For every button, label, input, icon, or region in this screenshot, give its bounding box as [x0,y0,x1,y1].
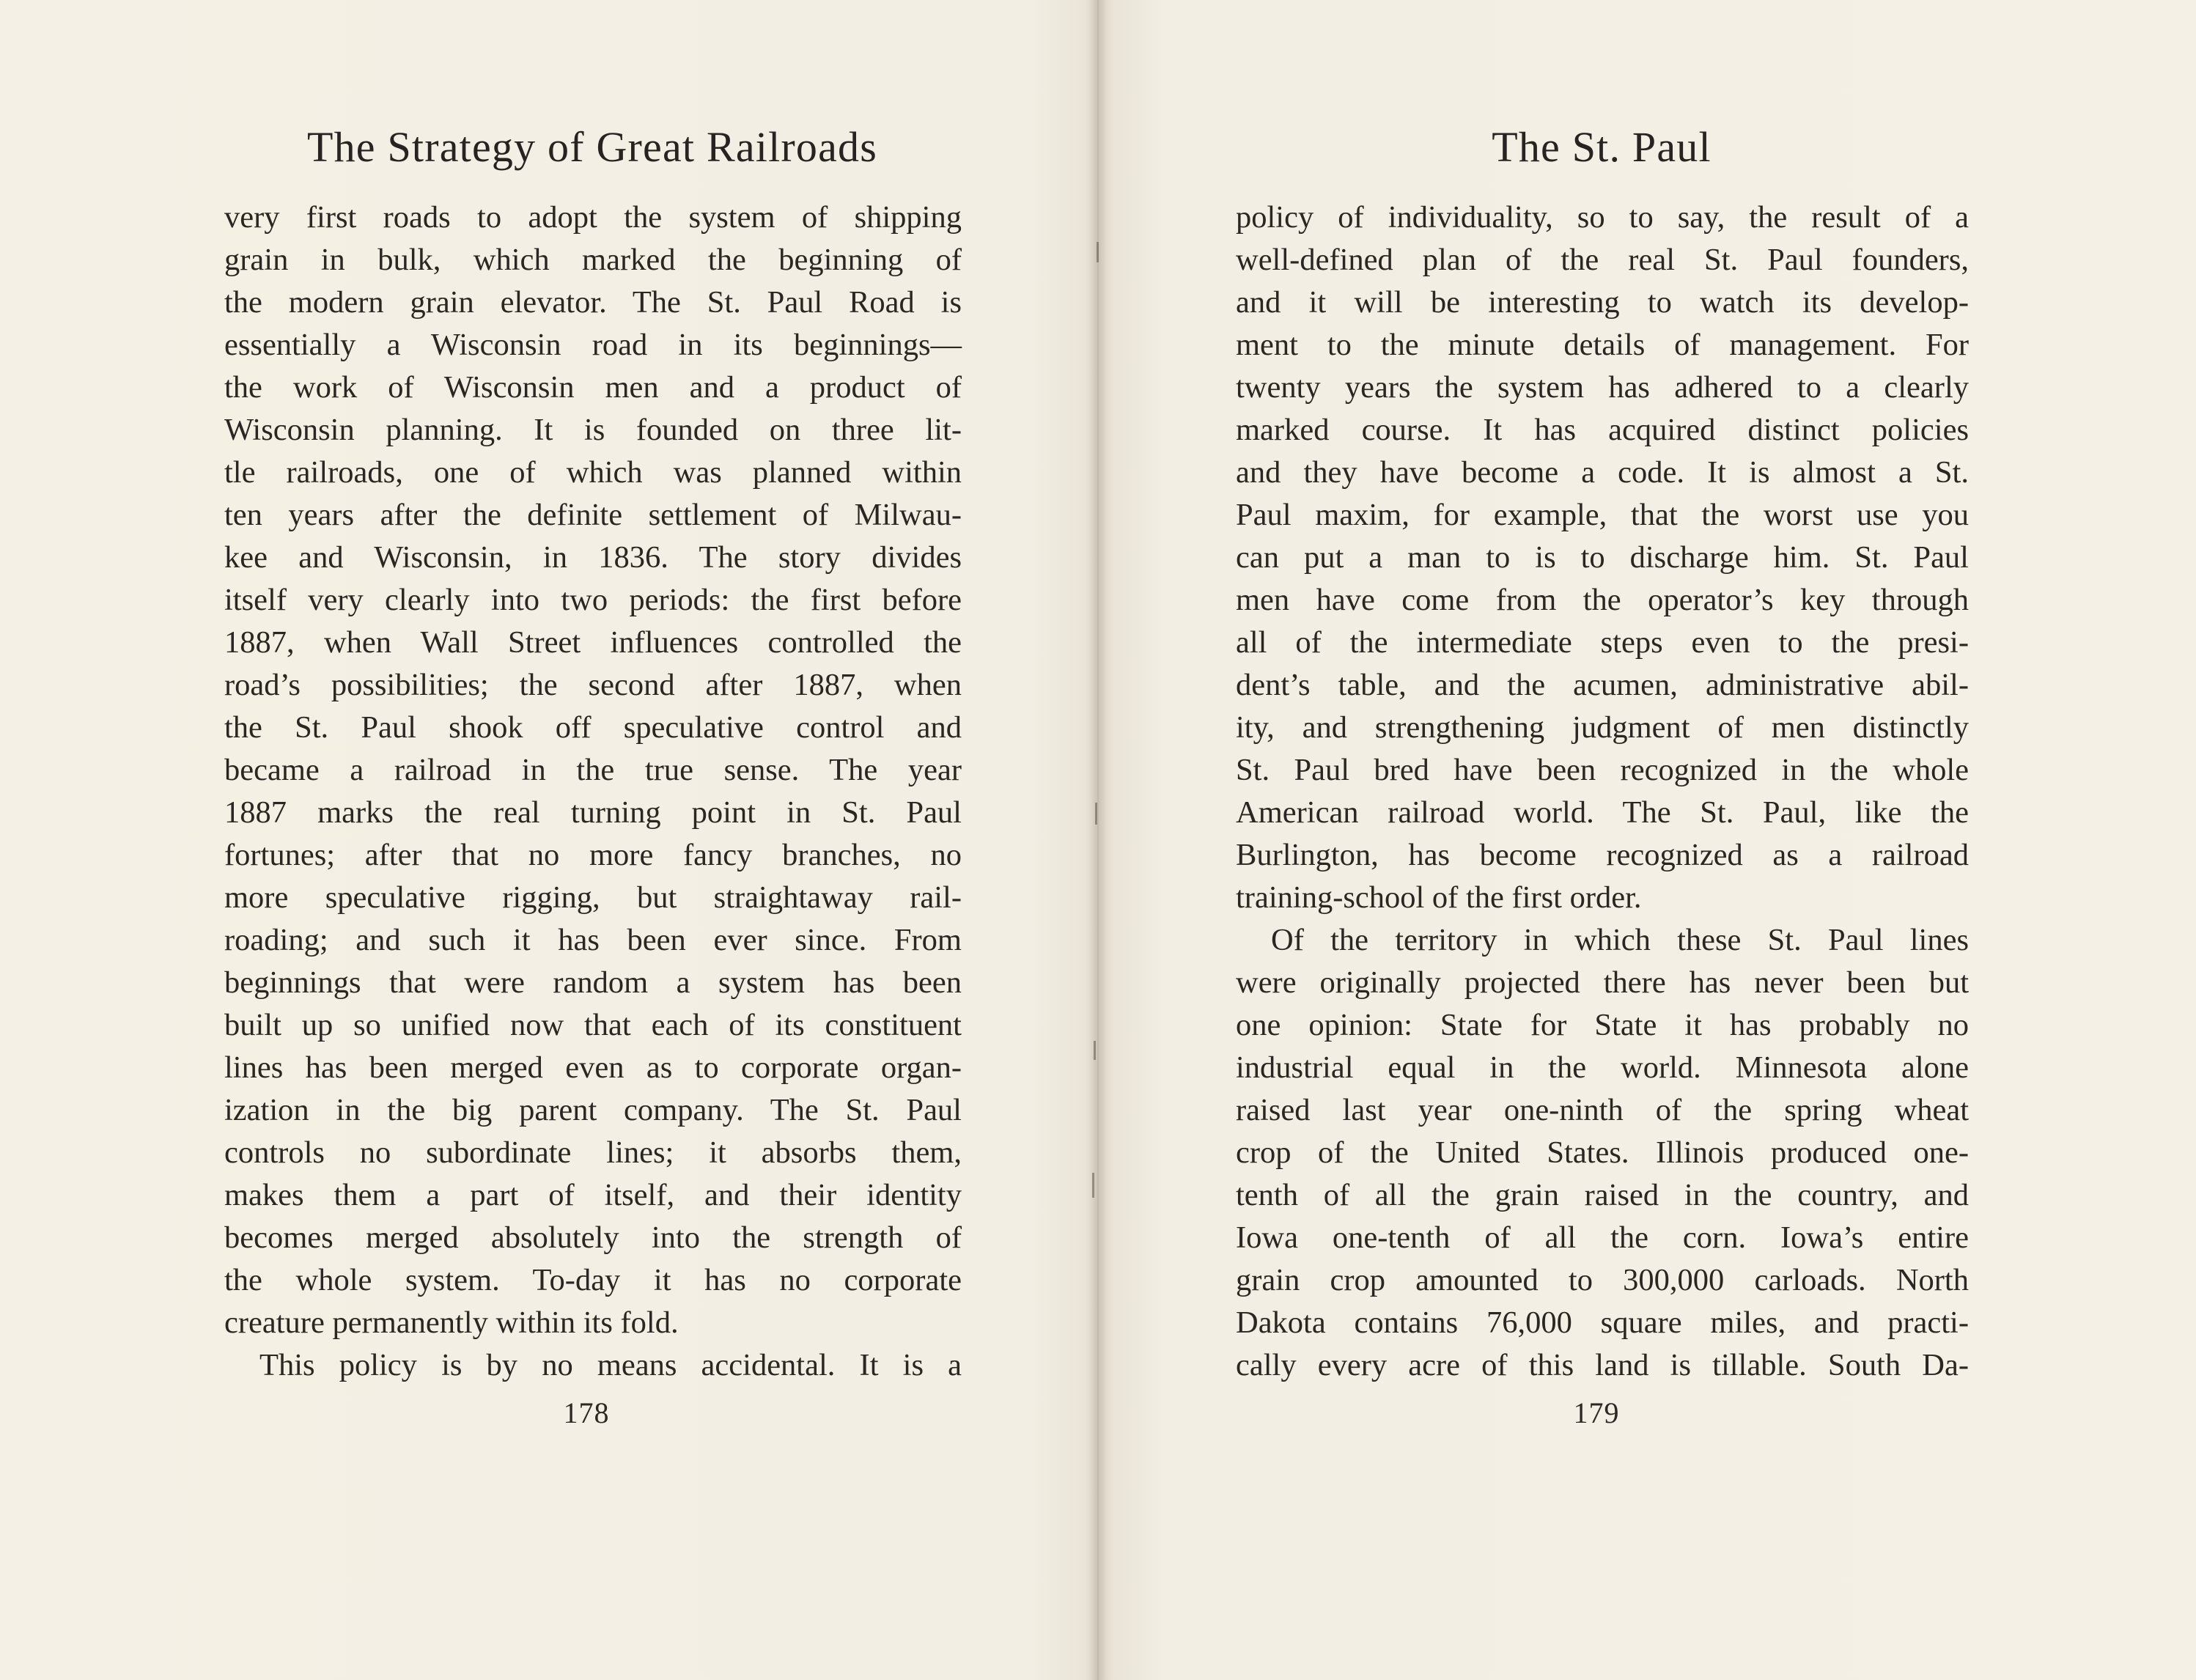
text-line: becomes merged absolutely into the strength of [224,1220,962,1255]
page-body [224,196,962,1387]
text-line: the modern grain elevator. The St. Paul Road is [224,285,962,320]
text-line: controls no subordinate lines; it absorbs them, [224,1135,962,1170]
text-line: roading; and such it has been ever since. From [224,923,962,957]
text-line: the St. Paul shook off speculative control and [224,710,962,745]
text-line: ity, and strengthening judgment of men distinctly [1236,710,1969,745]
left-page [0,0,1097,1680]
text-line: one opinion: State for State it has probably no [1236,1008,1969,1042]
text-line: well-defined plan of the real St. Paul founders, [1236,243,1969,277]
text-line: can put a man to is to discharge him. St. Paul [1236,540,1969,575]
text-line: Wisconsin planning. It is founded on three lit- [224,413,962,447]
text-line: ment to the minute details of management. For [1236,328,1969,362]
text-line: industrial equal in the world. Minnesota alone [1236,1050,1969,1085]
page-body [1236,196,1969,1387]
text-line: fortunes; after that no more fancy branches, no [224,838,962,872]
text-line: cally every acre of this land is tillable. South Da- [1236,1348,1969,1382]
text-line: were originally projected there has never been but [1236,965,1969,1000]
text-line: Of the territory in which these St. Paul lines [1271,923,1969,957]
text-line: St. Paul bred have been recognized in the whole [1236,753,1969,787]
text-line: ten years after the definite settlement of Milwau- [224,498,962,532]
text-line: raised last year one-ninth of the spring wheat [1236,1093,1969,1127]
text-line: training-school of the first order. [1236,880,1642,915]
text-line: 1887 marks the real turning point in St. Paul [224,795,962,830]
page-number: 178 [563,1396,610,1429]
text-line: dent’s table, and the acumen, administrative abil- [1236,668,1969,702]
text-line: more speculative rigging, but straightaway rail- [224,880,962,915]
text-line: very first roads to adopt the system of shipping [224,200,962,235]
text-line: Paul maxim, for example, that the worst use you [1236,498,1969,532]
text-line: creature permanently within its fold. [224,1305,679,1340]
running-head: The Strategy of Great Railroads [306,123,878,171]
text-line: built up so unified now that each of its constituent [224,1008,962,1042]
text-line: the whole system. To-day it has no corporate [224,1263,962,1297]
text-line: beginnings that were random a system has been [224,965,962,1000]
text-line: became a railroad in the true sense. The year [224,753,962,787]
text-line: road’s possibilities; the second after 1887, when [224,668,962,702]
text-line: lines has been merged even as to corporate organ- [224,1050,962,1085]
text-line: Iowa one-tenth of all the corn. Iowa’s entire [1236,1220,1969,1255]
text-line: kee and Wisconsin, in 1836. The story divides [224,540,962,575]
text-line: grain crop amounted to 300,000 carloads. North [1236,1263,1969,1297]
text-line: ization in the big parent company. The St. Paul [224,1093,962,1127]
running-head: The St. Paul [1492,123,1712,171]
text-line: tenth of all the grain raised in the country, and [1236,1178,1969,1212]
text-line: marked course. It has acquired distinct policies [1236,413,1969,447]
gutter-mark [1097,242,1099,262]
text-line: makes them a part of itself, and their identity [224,1178,962,1212]
text-line: essentially a Wisconsin road in its beginnings— [224,328,962,362]
text-line: Dakota contains 76,000 square miles, and practi- [1236,1305,1969,1340]
text-line: crop of the United States. Illinois produced one- [1236,1135,1969,1170]
page-number: 179 [1573,1396,1620,1429]
text-line: men have come from the operator’s key through [1236,583,1969,617]
text-line: 1887, when Wall Street influences controlled the [224,625,962,660]
text-line: twenty years the system has adhered to a clearly [1236,370,1969,405]
text-line: all of the intermediate steps even to the presi- [1236,625,1969,660]
text-line: the work of Wisconsin men and a product of [224,370,962,405]
text-line: itself very clearly into two periods: the first before [224,583,962,617]
text-line: policy of individuality, so to say, the result of a [1236,200,1969,235]
text-line: and they have become a code. It is almost a St. [1236,455,1969,490]
text-line: tle railroads, one of which was planned within [224,455,962,490]
text-line: Burlington, has become recognized as a railroad [1236,838,1969,872]
text-line: and it will be interesting to watch its develop- [1236,285,1969,320]
right-page [1099,0,2196,1680]
text-line: This policy is by no means accidental. It is a [259,1348,962,1382]
text-line: American railroad world. The St. Paul, like the [1236,795,1969,830]
text-line: grain in bulk, which marked the beginning of [224,243,962,277]
